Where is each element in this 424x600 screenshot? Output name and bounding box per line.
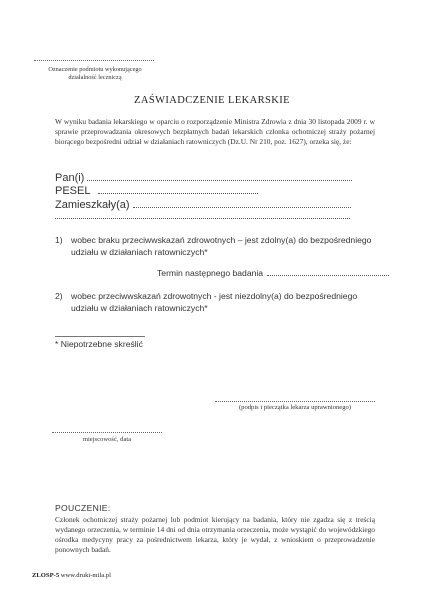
patient-name-dots[interactable] — [87, 171, 352, 181]
address-label: Zamieszkały(a) — [55, 199, 130, 211]
address-field[interactable] — [55, 198, 351, 212]
issuer-label — [34, 66, 156, 82]
form-code: ZLOSP-5 — [32, 572, 60, 579]
address-extra-dots[interactable] — [55, 218, 350, 219]
option-unfit — [55, 290, 385, 314]
patient-name-field[interactable] — [55, 171, 352, 185]
issuer-stamp-line — [34, 60, 154, 61]
footnote-rule — [55, 336, 145, 337]
option-fit-number: 1) — [55, 235, 63, 245]
pesel-field[interactable] — [55, 184, 258, 198]
option-unfit-text: wobec przeciwwskazań zdrowotnych - jest niezdolny(a) do bezpośredniego udziału w działaniach ratowniczych* — [71, 291, 358, 313]
intro-paragraph: W wyniku badania lekarskiego w oparciu o rozporządzenie Ministra Zdrowia z dnia 30 listopada 2009 r. w sprawie przeprowadzania okresowych bezpłatnych badań lekarskich członka ochotniczej straży pożarnej biorącego bezpośredni udział w działaniach ratowniczych (Dz.U. Nr 210, poz. 1627), orzeka się, że: — [55, 117, 375, 146]
address-dots[interactable] — [133, 198, 351, 208]
signature-label: (podpis i pieczątka lekarza uprawnionego) — [238, 404, 352, 411]
notice-text: Członek ochotniczej straży pożarnej lub podmiot kierujący na badania, który nie zgadza się z treścią wydanego orzeczenia, w terminie 14 dni od dnia otrzymania orzeczenia, może wystąpić do wojewódzkiego ośrodka medycyny pracy za pośrednictwem lekarza, który je wydał, z wnioskiem o przeprowadzenie ponownych badań. — [55, 515, 375, 554]
next-exam-dots[interactable] — [267, 268, 389, 276]
pesel-dots[interactable] — [98, 184, 258, 194]
footnote: * Niepotrzebne skreślić — [55, 339, 143, 349]
pesel-label: PESEL — [55, 185, 91, 197]
option-fit-text: wobec braku przeciwwskazań zdrowotnych – jest zdolny(a) do bezpośredniego udziału w działaniach ratowniczych* — [71, 235, 372, 257]
notice-title: POUCZENIE: — [55, 503, 111, 513]
patient-name-label: Pan(i) — [55, 172, 85, 184]
signature-line[interactable] — [215, 401, 375, 402]
document-title: ZAŚWIADCZENIE LEKARSKIE — [134, 95, 290, 106]
form-code-footer — [32, 572, 111, 579]
option-fit — [55, 234, 385, 258]
place-date-label: miejscowość, data — [82, 436, 132, 443]
next-exam-label: Termin następnego badania — [157, 268, 264, 278]
option-unfit-number: 2) — [55, 291, 63, 301]
next-exam-field[interactable] — [157, 268, 389, 278]
publisher-site: www.druki-mila.pl — [60, 572, 111, 579]
issuer-label-line2: działalność leczniczą — [68, 74, 122, 81]
issuer-label-line1: Oznaczenie podmiotu wykonującego — [48, 66, 142, 73]
place-date-line[interactable] — [52, 432, 162, 433]
